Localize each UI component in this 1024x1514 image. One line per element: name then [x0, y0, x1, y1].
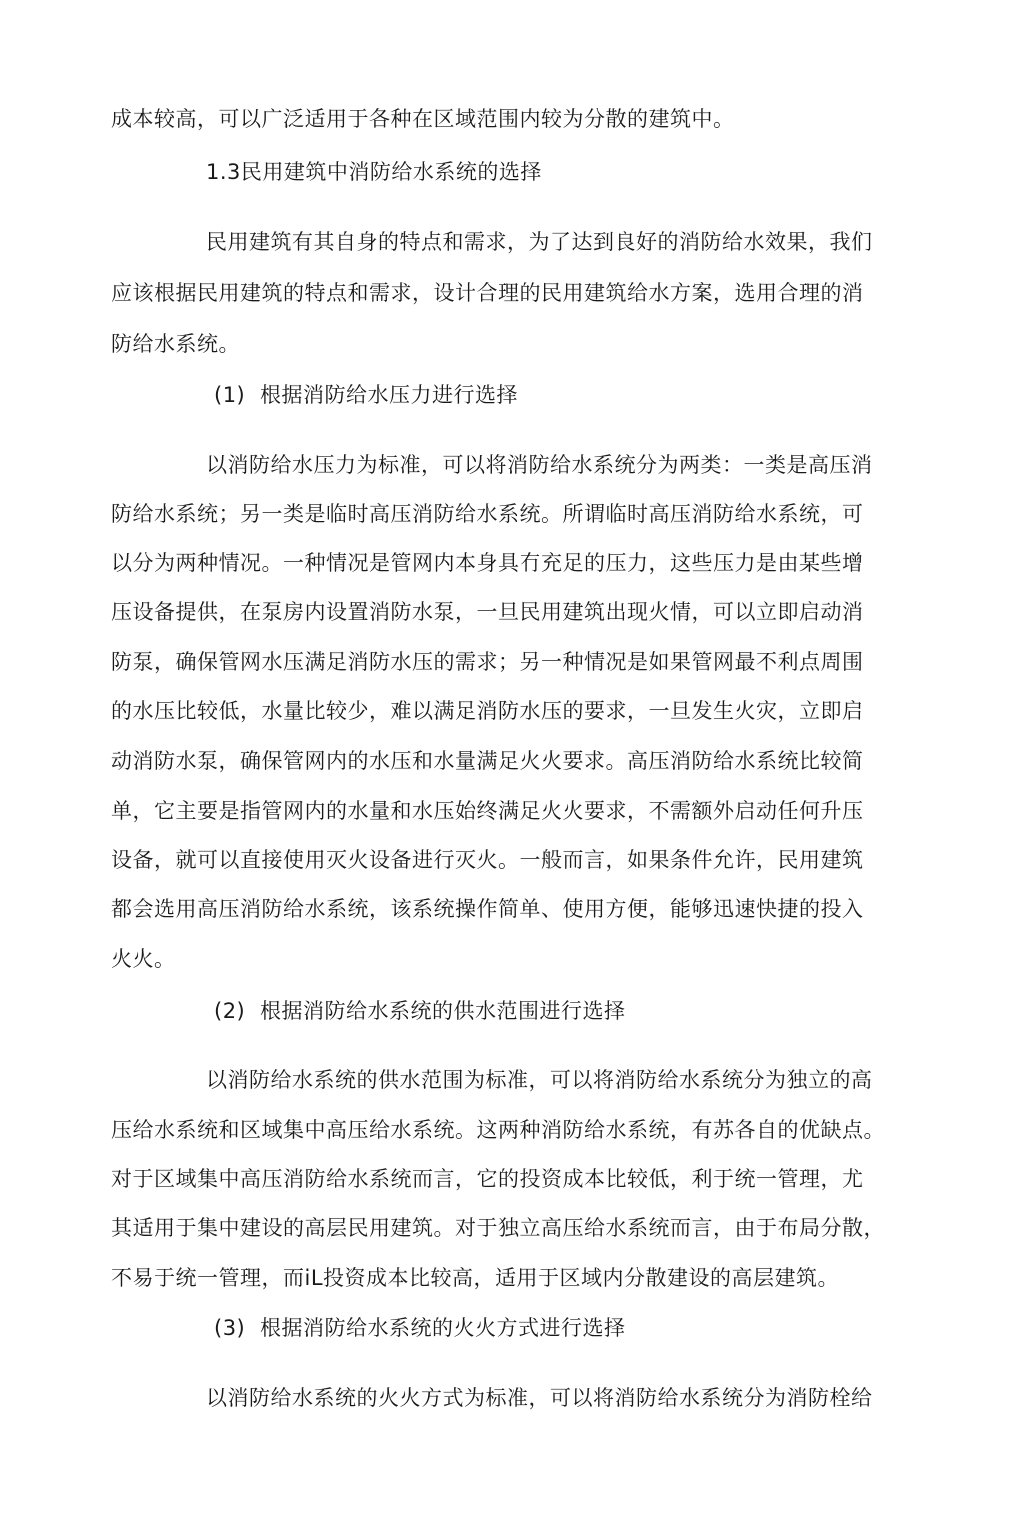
paragraph-line: 单，它主要是指管网内的水量和水压始终满足火火要求，不需额外启动任何升压	[111, 799, 864, 823]
paragraph-line: 以分为两种情况。一种情况是管网内本身具冇充足的压力，这些压力是由某些增	[111, 551, 864, 575]
paragraph-line: 动消防水泵，确保管网内的水压和水量满足火火要求。高压消防给水系统比较简	[111, 749, 864, 773]
paragraph-line: 压设备提供，在泵房内设置消防水泵，一旦民用建筑出现火情，可以立即启动消	[111, 600, 864, 624]
paragraph-line: 防泵，确保管网水压满足消防水压的需求；另一种情况是如果管网最不利点周围	[111, 650, 864, 674]
paragraph-line: 民用建筑有其自身的特点和需求，为了达到良好的消防给水效果，我们	[206, 230, 873, 254]
paragraph-line: 其适用于集中建设的高层民用建筑。对于独立高压给水系统而言，由于布局分散，	[111, 1216, 885, 1240]
subheading-number: (2)	[214, 999, 246, 1023]
paragraph-line: 压给水系统和区域集中高压给水系统。这两种消防给水系统，有苏各自的优缺点。	[111, 1118, 885, 1142]
subheading-text: 根据消防给水压力进行选择	[260, 383, 518, 407]
subheading-number: (1)	[214, 383, 246, 407]
paragraph-line: 以消防给水压力为标准，可以将消防给水系统分为两类：一类是高压消	[206, 453, 873, 477]
paragraph-line: 不易于统一管理，而iL投资成本比较高，适用于区域内分散建设的高层建筑。	[111, 1266, 840, 1290]
subheading-text: 根据消防给水系统的火火方式进行选择	[260, 1316, 626, 1340]
paragraph-line: 的水压比较低，水量比较少，难以满足消防水压的要求，一旦发生火灾，立即启	[111, 699, 864, 723]
paragraph-line: 成本较高，可以广泛适用于各种在区域范围内较为分散的建筑中。	[111, 107, 735, 131]
paragraph-line: 对于区域集中高压消防给水系统而言，它的投资成本比较低，利于统一管理，尤	[111, 1167, 864, 1191]
subheading-3	[0, 1313, 1024, 1343]
subheading-number: (3)	[214, 1316, 246, 1340]
section-heading: 1.3民用建筑中消防给水系统的选择	[206, 160, 542, 184]
paragraph-line: 都会选用高压消防给水系统，该系统操作简单、使用方便，能够迅速快捷的投入	[111, 897, 864, 921]
subheading-1	[0, 380, 1024, 410]
paragraph-line: 火火。	[111, 947, 176, 971]
subheading-2	[0, 996, 1024, 1026]
paragraph-line: 防给水系统。	[111, 332, 240, 356]
paragraph-line: 应该根据民用建筑的特点和需求，设计合理的民用建筑给水方案，选用合理的消	[111, 281, 864, 305]
paragraph-line: 以消防给水系统的火火方式为标准，可以将消防给水系统分为消防栓给	[206, 1386, 873, 1410]
paragraph-line: 防给水系统；另一类是临时高压消防给水系统。所谓临时高压消防给水系统，可	[111, 502, 864, 526]
paragraph-line: 以消防给水系统的供水范围为标准，可以将消防给水系统分为独立的高	[206, 1068, 873, 1092]
paragraph-line: 设备，就可以直接使用灭火设备进行灭火。一般而言，如果条件允许，民用建筑	[111, 848, 864, 872]
subheading-text: 根据消防给水系统的供水范围进行选择	[260, 999, 626, 1023]
